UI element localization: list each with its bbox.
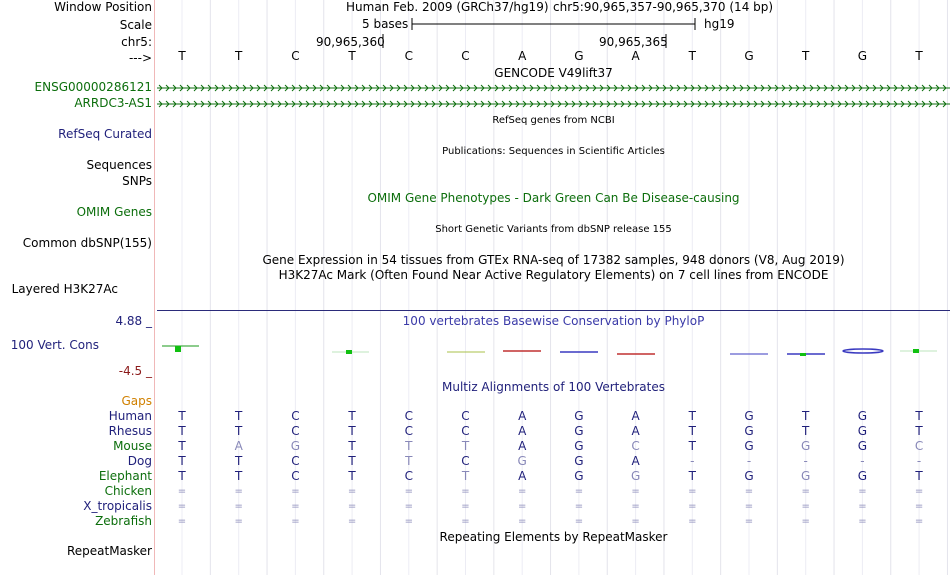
dbsnp-label[interactable]: Common dbSNP(155) <box>22 236 152 250</box>
species-base: = <box>858 501 867 512</box>
species-base: = <box>291 516 300 527</box>
species-base: = <box>404 501 413 512</box>
species-base: T <box>461 439 470 453</box>
label-column-divider <box>154 0 155 575</box>
species-base: = <box>517 516 527 527</box>
species-base: = <box>574 486 584 497</box>
species-base: T <box>802 409 810 423</box>
omim-label[interactable]: OMIM Genes <box>76 205 152 219</box>
reference-base: T <box>802 49 810 63</box>
species-base: T <box>235 424 243 438</box>
species-base: = <box>631 486 640 497</box>
species-base: T <box>688 424 696 438</box>
species-base: = <box>744 501 754 512</box>
species-base: G <box>744 409 754 423</box>
species-base: = <box>517 486 527 497</box>
species-base: - <box>746 454 752 468</box>
scale-bar <box>410 16 700 32</box>
reference-base: G <box>857 49 868 63</box>
species-base: T <box>235 454 243 468</box>
h3k27-label[interactable]: Layered H3K27Ac <box>11 282 118 296</box>
species-base: C <box>291 424 300 438</box>
species-base: A <box>518 469 527 483</box>
species-base: T <box>915 424 923 438</box>
species-base: T <box>348 424 356 438</box>
species-base: = <box>801 486 810 497</box>
phylop-bar-12-peak <box>800 353 806 356</box>
gene-label-ensg[interactable]: ENSG00000286121 <box>34 80 152 94</box>
species-base: C <box>291 469 300 483</box>
refseq-track-title: RefSeq genes from NCBI <box>492 115 615 126</box>
position-text: chr5:90,965,357-90,965,370 (14 bp) <box>553 0 774 14</box>
species-base: T <box>178 469 186 483</box>
species-base: = <box>177 486 187 497</box>
species-base: = <box>177 516 187 527</box>
species-base: T <box>178 424 186 438</box>
species-base: = <box>858 516 867 527</box>
species-base: T <box>802 424 810 438</box>
species-base: = <box>744 486 754 497</box>
species-base: C <box>461 409 470 423</box>
reference-base: G <box>744 49 754 63</box>
species-label[interactable]: Rhesus <box>108 424 152 438</box>
reference-base: T <box>348 49 356 63</box>
species-base: = <box>461 501 470 512</box>
species-base: = <box>234 501 243 512</box>
species-base: = <box>858 486 867 497</box>
species-base: A <box>518 424 527 438</box>
phylop-bar-1-peak <box>175 346 181 352</box>
species-base: C <box>291 454 300 468</box>
phylop-bar-14-peak <box>913 349 919 353</box>
species-base: = <box>347 516 357 527</box>
phylop-graph <box>157 338 950 360</box>
phylop-track-title: 100 vertebrates Basewise Conservation by PhyloP <box>402 314 705 328</box>
species-base: - <box>916 454 922 468</box>
reference-base: T <box>235 49 243 63</box>
species-base: C <box>404 409 413 423</box>
species-base: G <box>744 469 754 483</box>
species-base: = <box>801 516 810 527</box>
scale-text: 5 bases <box>362 17 409 31</box>
species-base: G <box>630 469 641 483</box>
species-base: T <box>688 469 696 483</box>
species-base: = <box>574 516 584 527</box>
gencode-track-title: GENCODE V49lift37 <box>494 66 613 80</box>
species-base: G <box>744 439 754 453</box>
species-base: T <box>178 454 186 468</box>
species-base: A <box>518 409 527 423</box>
species-base: = <box>914 516 924 527</box>
multiz-track-title: Multiz Alignments of 100 Vertebrates <box>441 380 666 394</box>
species-base: A <box>631 409 640 423</box>
species-base: = <box>688 516 697 527</box>
species-base: T <box>915 469 923 483</box>
species-label[interactable]: Zebrafish <box>95 514 152 528</box>
species-base: G <box>857 409 868 423</box>
gtex-track-title: Gene Expression in 54 tissues from GTEx RNA-seq of 17382 samples, 948 donors (V8, Aug 2019) <box>262 253 845 267</box>
species-base: A <box>631 424 640 438</box>
reference-base: A <box>518 49 527 63</box>
h3k27-track-title: H3K27Ac Mark (Often Found Near Active Regulatory Elements) on 7 cell lines from ENCODE <box>278 268 829 282</box>
window-position-label: Window Position <box>54 0 152 14</box>
species-base: = <box>574 501 584 512</box>
species-base: T <box>348 439 356 453</box>
species-label[interactable]: X_tropicalis <box>83 499 152 513</box>
reference-base: T <box>178 49 186 63</box>
species-base: C <box>914 439 924 453</box>
refseq-label[interactable]: RefSeq Curated <box>58 127 152 141</box>
reference-base: C <box>461 49 470 63</box>
species-base: = <box>631 501 640 512</box>
species-base: = <box>461 486 470 497</box>
species-base: A <box>234 439 243 453</box>
species-base: T <box>235 409 243 423</box>
species-base: C <box>404 469 413 483</box>
phylop-bar-4-peak <box>346 350 352 354</box>
omim-track-title: OMIM Gene Phenotypes - Dark Green Can Be Disease-causing <box>367 191 740 205</box>
species-base: = <box>404 516 413 527</box>
repeatmasker-label[interactable]: RepeatMasker <box>66 544 152 558</box>
reference-base: A <box>631 49 640 63</box>
species-base: = <box>461 516 470 527</box>
species-base: = <box>177 501 187 512</box>
species-base: T <box>235 469 243 483</box>
species-base: C <box>631 439 640 453</box>
reference-base: G <box>574 49 584 63</box>
species-base: = <box>347 501 357 512</box>
phylop-max-label: 4.88 _ <box>115 314 152 328</box>
gene-track-arrdc3-as1[interactable] <box>157 99 950 109</box>
species-base: = <box>744 516 754 527</box>
species-base: T <box>348 454 356 468</box>
species-base: G <box>857 469 868 483</box>
species-label[interactable]: Human <box>108 409 152 423</box>
species-base: T <box>915 409 923 423</box>
gene-track-ensg[interactable] <box>157 83 950 93</box>
ruler-ticks <box>380 34 670 50</box>
sequences-label[interactable]: Sequences <box>86 158 152 172</box>
species-base: = <box>631 516 640 527</box>
species-base: G <box>574 439 584 453</box>
ruler-pos-2: 90,965,365 <box>599 35 668 49</box>
species-base: = <box>914 486 924 497</box>
species-base: T <box>405 454 413 468</box>
reference-base: C <box>404 49 413 63</box>
db-text: hg19 <box>704 17 735 31</box>
species-base: G <box>574 454 584 468</box>
species-base: - <box>690 454 695 468</box>
species-base: T <box>461 469 470 483</box>
species-base: = <box>914 501 924 512</box>
species-base: = <box>404 486 413 497</box>
species-base: T <box>348 469 356 483</box>
short-variants-title: Short Genetic Variants from dbSNP release 155 <box>435 224 672 235</box>
scale-label: Scale <box>119 18 152 32</box>
species-base: = <box>347 486 357 497</box>
species-base: T <box>178 439 186 453</box>
assembly-text: Human Feb. 2009 (GRCh37/hg19) <box>346 0 549 14</box>
phylop-bar-13 <box>843 349 883 353</box>
species-base: G <box>574 469 584 483</box>
publications-track-title: Publications: Sequences in Scientific Articles <box>442 146 665 157</box>
species-base: = <box>291 486 300 497</box>
species-base: C <box>291 409 300 423</box>
species-label[interactable]: Chicken <box>104 484 152 498</box>
species-base: G <box>801 439 811 453</box>
species-base: = <box>517 501 527 512</box>
species-base: G <box>857 439 868 453</box>
species-base: T <box>688 439 696 453</box>
snps-label[interactable]: SNPs <box>122 174 152 188</box>
species-base: = <box>688 486 697 497</box>
chrom-label: chr5: <box>121 35 152 49</box>
track-separator <box>157 310 950 311</box>
species-base: T <box>348 409 356 423</box>
species-base: G <box>574 424 584 438</box>
species-base: G <box>744 424 754 438</box>
phylop-label[interactable]: 100 Vert. Cons <box>10 338 99 352</box>
species-base: = <box>234 486 243 497</box>
species-base: G <box>857 424 868 438</box>
species-base: = <box>801 501 810 512</box>
species-base: C <box>404 424 413 438</box>
phylop-min-label: -4.5 _ <box>118 364 152 378</box>
species-base: G <box>517 454 527 468</box>
species-label[interactable]: Mouse <box>113 439 152 453</box>
repeat-track-title: Repeating Elements by RepeatMasker <box>439 530 668 544</box>
species-base: G <box>801 469 811 483</box>
species-base: A <box>631 454 640 468</box>
species-base: T <box>405 439 413 453</box>
ruler-pos-1: 90,965,360 <box>316 35 385 49</box>
gene-label-arrdc3-as1[interactable]: ARRDC3-AS1 <box>74 96 152 110</box>
species-label[interactable]: Elephant <box>98 469 152 483</box>
species-base: T <box>688 409 696 423</box>
species-base: = <box>291 501 300 512</box>
species-base: C <box>461 424 470 438</box>
gaps-label: Gaps <box>121 394 152 408</box>
species-base: - <box>860 454 865 468</box>
reference-base: C <box>291 49 300 63</box>
species-base: C <box>461 454 470 468</box>
reference-base: T <box>915 49 923 63</box>
reference-base: T <box>688 49 696 63</box>
species-base: T <box>178 409 186 423</box>
species-label[interactable]: Dog <box>127 454 152 468</box>
species-base: A <box>518 439 527 453</box>
species-base: G <box>574 409 584 423</box>
species-base: - <box>803 454 808 468</box>
species-base: G <box>290 439 301 453</box>
species-base: = <box>688 501 697 512</box>
species-base: = <box>234 516 243 527</box>
strand-arrow-label: ---> <box>128 51 152 65</box>
